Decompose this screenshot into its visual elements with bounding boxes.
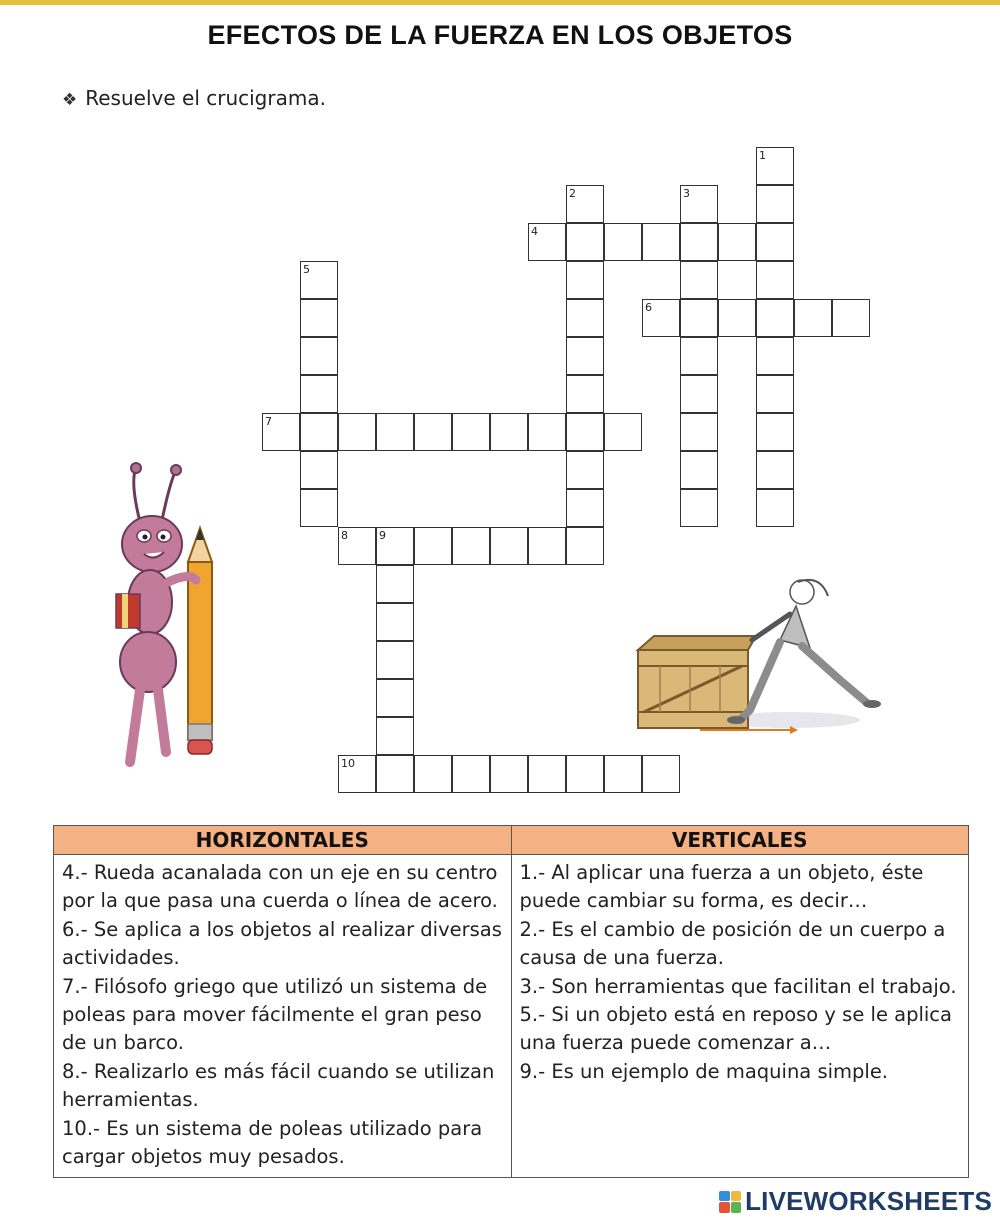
ant-with-pencil-illustration (100, 462, 230, 772)
horizontal-clues-cell (54, 855, 512, 1178)
crossword-cell[interactable] (756, 489, 794, 527)
crossword-cell[interactable] (680, 375, 718, 413)
crossword-cell[interactable] (794, 299, 832, 337)
horizontal-clue: 8.- Realizarlo es más fácil cuando se utilizan herramientas. (62, 1059, 495, 1112)
crossword-cell[interactable] (604, 755, 642, 793)
crossword-cell[interactable] (566, 299, 604, 337)
clue-number: 2 (569, 187, 576, 200)
crossword-cell[interactable] (756, 299, 794, 337)
page-title: EFECTOS DE LA FUERZA EN LOS OBJETOS (207, 20, 793, 50)
crossword-cell[interactable] (376, 565, 414, 603)
crossword-cell[interactable] (680, 489, 718, 527)
crossword-cell[interactable] (718, 223, 756, 261)
clue-number: 8 (341, 529, 348, 542)
crossword-cell[interactable] (566, 337, 604, 375)
crossword-cell[interactable] (718, 299, 756, 337)
vertical-clue: 3.- Son herramientas que facilitan el trabajo. (519, 974, 957, 998)
crossword-cell[interactable] (566, 375, 604, 413)
crossword-cell[interactable] (300, 489, 338, 527)
crossword-cell[interactable] (756, 337, 794, 375)
crossword-cell[interactable] (452, 755, 490, 793)
crossword-cell[interactable] (300, 337, 338, 375)
crossword-cell[interactable] (756, 451, 794, 489)
crossword-cell[interactable] (414, 527, 452, 565)
clue-number: 9 (379, 529, 386, 542)
crossword-cell[interactable] (604, 413, 642, 451)
crossword-cell[interactable] (376, 641, 414, 679)
horizontal-clue: 6.- Se aplica a los objetos al realizar diversas actividades. (62, 917, 502, 970)
crossword-cell[interactable] (566, 223, 604, 261)
clues-table (53, 825, 969, 1178)
crossword-cell[interactable] (756, 185, 794, 223)
vertical-clue: 1.- Al aplicar una fuerza a un objeto, éste puede cambiar su forma, es decir… (519, 861, 924, 913)
vertical-clues-cell (511, 855, 969, 1178)
liveworksheets-brand (719, 1186, 992, 1217)
crossword-cell[interactable] (528, 527, 566, 565)
girl-pushing-box-illustration (630, 570, 890, 740)
crossword-cell[interactable] (490, 755, 528, 793)
crossword-cell[interactable] (300, 375, 338, 413)
crossword-cell[interactable] (680, 223, 718, 261)
crossword-cell[interactable] (414, 755, 452, 793)
clue-number: 5 (303, 263, 310, 276)
crossword-cell[interactable] (490, 527, 528, 565)
crossword-cell[interactable] (490, 413, 528, 451)
crossword-cell[interactable] (452, 413, 490, 451)
diamond-bullet-icon: ❖ (62, 90, 78, 110)
crossword-cell[interactable] (680, 337, 718, 375)
crossword-cell[interactable] (528, 755, 566, 793)
liveworksheets-logo-icon (719, 1191, 741, 1213)
crossword-cell[interactable] (376, 603, 414, 641)
crossword-cell[interactable] (528, 413, 566, 451)
vertical-clue: 5.- Si un objeto está en reposo y se le aplica una fuerza puede comenzar a… (519, 1003, 952, 1055)
crossword-cell[interactable] (680, 451, 718, 489)
crossword-cell[interactable] (756, 261, 794, 299)
crossword-cell[interactable] (452, 527, 490, 565)
brand-text: LIVEWORKSHEETS (745, 1186, 992, 1216)
crossword-cell[interactable] (680, 261, 718, 299)
crossword-cell[interactable] (300, 413, 338, 451)
vertical-header: VERTICALES (511, 826, 969, 855)
crossword-cell[interactable] (756, 413, 794, 451)
crossword-cell[interactable] (376, 679, 414, 717)
crossword-cell[interactable] (566, 527, 604, 565)
crossword-cell[interactable] (680, 299, 718, 337)
clue-number: 6 (645, 301, 652, 314)
vertical-clue: 2.- Es el cambio de posición de un cuerpo a causa de una fuerza. (519, 917, 946, 970)
crossword-cell[interactable] (300, 451, 338, 489)
vertical-clue: 9.- Es un ejemplo de maquina simple. (519, 1059, 889, 1083)
crossword-cell[interactable] (756, 223, 794, 261)
horizontal-clue: 4.- Rueda acanalada con un eje en su centro por la que pasa una cuerda o línea de acero. (62, 861, 498, 913)
crossword-cell[interactable] (566, 261, 604, 299)
horizontal-clue: 7.- Filósofo griego que utilizó un sistema de poleas para mover fácilmente el gran peso de un barco. (62, 974, 488, 1055)
crossword-cell[interactable] (566, 489, 604, 527)
crossword-cell[interactable] (680, 413, 718, 451)
crossword-cell[interactable] (376, 755, 414, 793)
crossword-cell[interactable] (832, 299, 870, 337)
crossword-cell[interactable] (566, 451, 604, 489)
clue-number: 10 (341, 757, 355, 770)
crossword-cell[interactable] (376, 717, 414, 755)
crossword-cell[interactable] (604, 223, 642, 261)
clue-number: 1 (759, 149, 766, 162)
crossword-cell[interactable] (414, 413, 452, 451)
crossword-cell[interactable] (300, 299, 338, 337)
crossword-cell[interactable] (566, 413, 604, 451)
crossword-cell[interactable] (376, 413, 414, 451)
crossword-cell[interactable] (566, 755, 604, 793)
horizontal-header: HORIZONTALES (54, 826, 512, 855)
crossword-cell[interactable] (338, 413, 376, 451)
crossword-cell[interactable] (642, 223, 680, 261)
clue-number: 4 (531, 225, 538, 238)
horizontal-clue: 10.- Es un sistema de poleas utilizado para cargar objetos muy pesados. (62, 1116, 483, 1169)
clue-number: 7 (265, 415, 272, 428)
crossword-cell[interactable] (756, 375, 794, 413)
crossword-cell[interactable] (642, 755, 680, 793)
clue-number: 3 (683, 187, 690, 200)
instruction-text: Resuelve el crucigrama. (85, 86, 326, 110)
